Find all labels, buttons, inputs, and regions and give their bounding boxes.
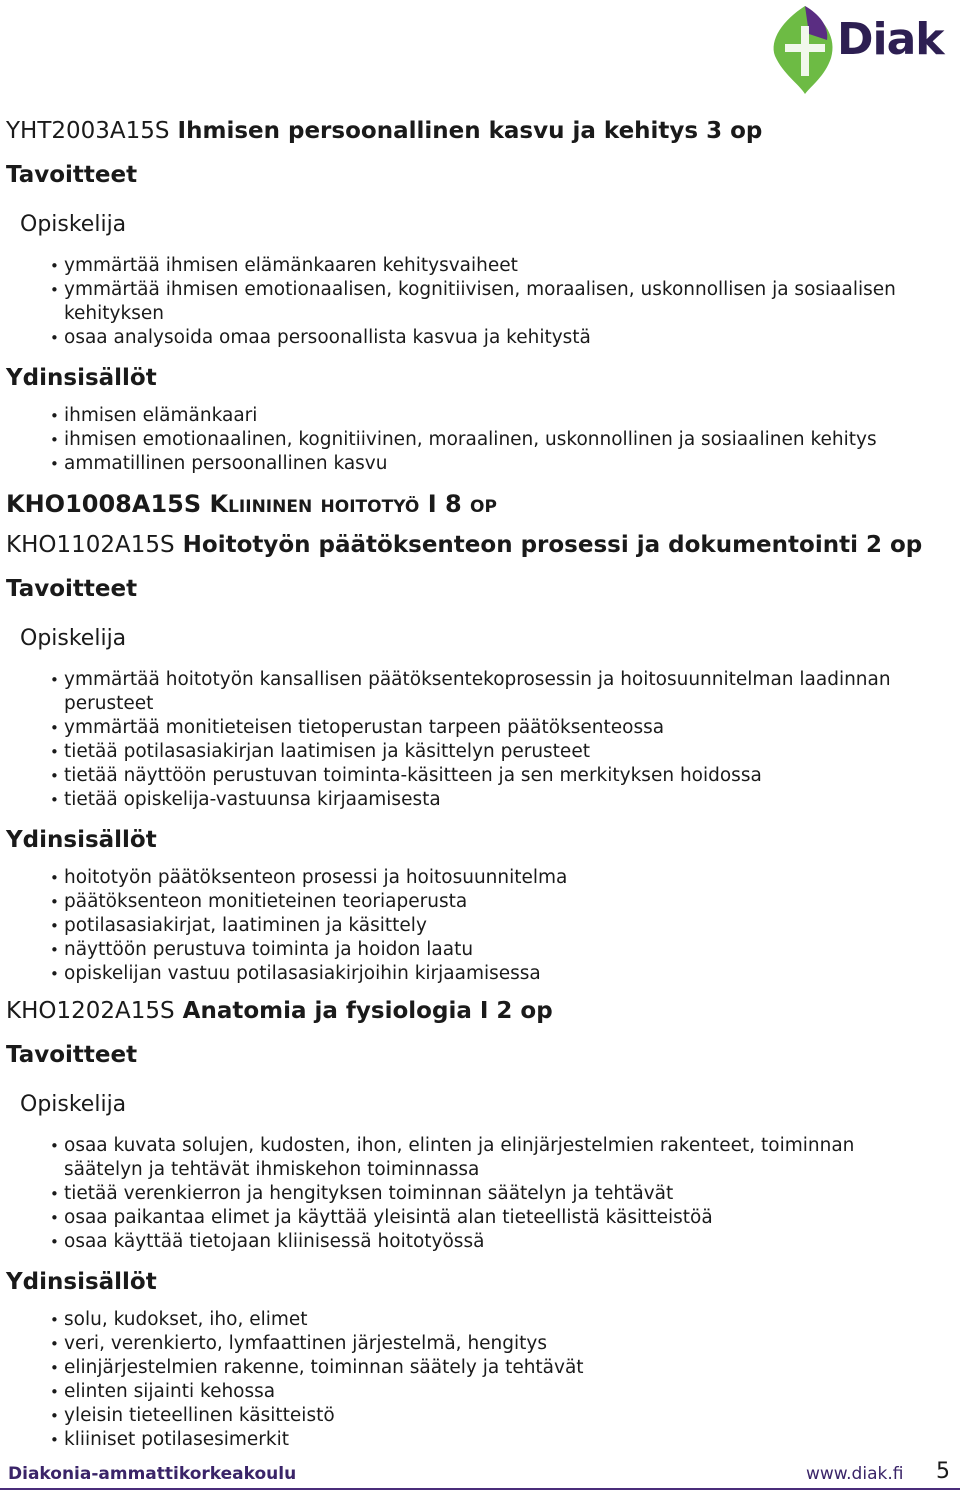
goals-heading: Tavoitteet [6, 1042, 138, 1068]
footer-divider [0, 1488, 960, 1496]
list-item: • ymmärtää ihmisen emotionaalisen, kognitiivisen, moraalisen, uskonnollisen ja sosiaalisen kehityksen [64, 278, 951, 326]
logo-wordmark: Diak [837, 14, 944, 65]
module-title: KHO1008A15S Kliininen hoitotyö I 8 op [6, 490, 497, 518]
student-heading: Opiskelija [20, 1092, 127, 1117]
contents-heading: Ydinsisällöt [6, 1269, 157, 1295]
list-item: • ammatillinen persoonallinen kasvu [64, 452, 951, 476]
list-item: • tietää verenkierron ja hengityksen toiminnan säätelyn ja tehtävät [64, 1182, 951, 1206]
goals-list [6, 668, 951, 812]
list-item: • ihmisen emotionaalinen, kognitiivinen, moraalinen, uskonnollinen ja sosiaalinen kehitys [64, 428, 951, 452]
footer-organization: Diakonia-ammattikorkeakoulu [8, 1464, 297, 1484]
course-code: KHO1202A15S [6, 998, 175, 1024]
goals-heading: Tavoitteet [6, 162, 138, 188]
list-item: • ymmärtää hoitotyön kansallisen päätöksentekoprosessin ja hoitosuunnitelman laadinnan perusteet [64, 668, 951, 716]
list-item: • tietää näyttöön perustuvan toiminta-käsitteen ja sen merkityksen hoidossa [64, 764, 951, 788]
course-name: Hoitotyön päätöksenteon prosessi ja dokumentointi 2 op [182, 532, 923, 558]
list-item: • päätöksenteon monitieteinen teoriaperusta [64, 890, 951, 914]
student-heading: Opiskelija [20, 626, 127, 651]
page-number: 5 [936, 1459, 950, 1484]
list-item: • osaa analysoida omaa persoonallista kasvua ja kehitystä [64, 326, 951, 350]
goals-list [6, 1134, 951, 1254]
list-item: • opiskelijan vastuu potilasasiakirjoihin kirjaamisessa [64, 962, 951, 986]
list-item: • osaa käyttää tietojaan kliinisessä hoitotyössä [64, 1230, 951, 1254]
course-title [6, 526, 951, 564]
list-item: • osaa kuvata solujen, kudosten, ihon, elinten ja elinjärjestelmien rakenteet, toiminnan säätelyn ja tehtävät ihmiskehon toiminnassa [64, 1134, 951, 1182]
list-item: • potilasasiakirjat, laatiminen ja käsittely [64, 914, 951, 938]
list-item: • näyttöön perustuva toiminta ja hoidon laatu [64, 938, 951, 962]
list-item: • ymmärtää monitieteisen tietoperustan tarpeen päätöksenteossa [64, 716, 951, 740]
contents-list [6, 866, 951, 986]
course-name: Ihmisen persoonallinen kasvu ja kehitys 3 op [177, 118, 763, 144]
list-item: • tietää potilasasiakirjan laatimisen ja käsittelyn perusteet [64, 740, 951, 764]
course-name: Anatomia ja fysiologia I 2 op [182, 998, 553, 1024]
list-item: • tietää opiskelija-vastuunsa kirjaamisesta [64, 788, 951, 812]
student-heading: Opiskelija [20, 212, 127, 237]
page-content [6, 112, 951, 1458]
list-item: • veri, verenkierto, lymfaattinen järjestelmä, hengitys [64, 1332, 951, 1356]
list-item: • hoitotyön päätöksenteon prosessi ja hoitosuunnitelma [64, 866, 951, 890]
list-item: • elinten sijainti kehossa [64, 1380, 951, 1404]
contents-list [6, 1308, 951, 1452]
contents-heading: Ydinsisällöt [6, 365, 157, 391]
list-item: • ymmärtää ihmisen elämänkaaren kehitysvaiheet [64, 254, 951, 278]
course-title [6, 112, 951, 150]
course-code: YHT2003A15S [6, 118, 170, 144]
list-item: • yleisin tieteellinen käsitteistö [64, 1404, 951, 1428]
contents-list [6, 404, 951, 476]
logo-leaf-icon [765, 4, 845, 94]
course-title [6, 992, 951, 1030]
list-item: • solu, kudokset, iho, elimet [64, 1308, 951, 1332]
footer-website-link[interactable]: www.diak.fi [806, 1464, 904, 1484]
list-item: • osaa paikantaa elimet ja käyttää yleisintä alan tieteellistä käsitteistöä [64, 1206, 951, 1230]
goals-list [6, 254, 951, 350]
goals-heading: Tavoitteet [6, 576, 138, 602]
contents-heading: Ydinsisällöt [6, 827, 157, 853]
course-code: KHO1102A15S [6, 532, 175, 558]
list-item: • ihmisen elämänkaari [64, 404, 951, 428]
list-item: • kliiniset potilasesimerkit [64, 1428, 951, 1452]
list-item: • elinjärjestelmien rakenne, toiminnan säätely ja tehtävät [64, 1356, 951, 1380]
